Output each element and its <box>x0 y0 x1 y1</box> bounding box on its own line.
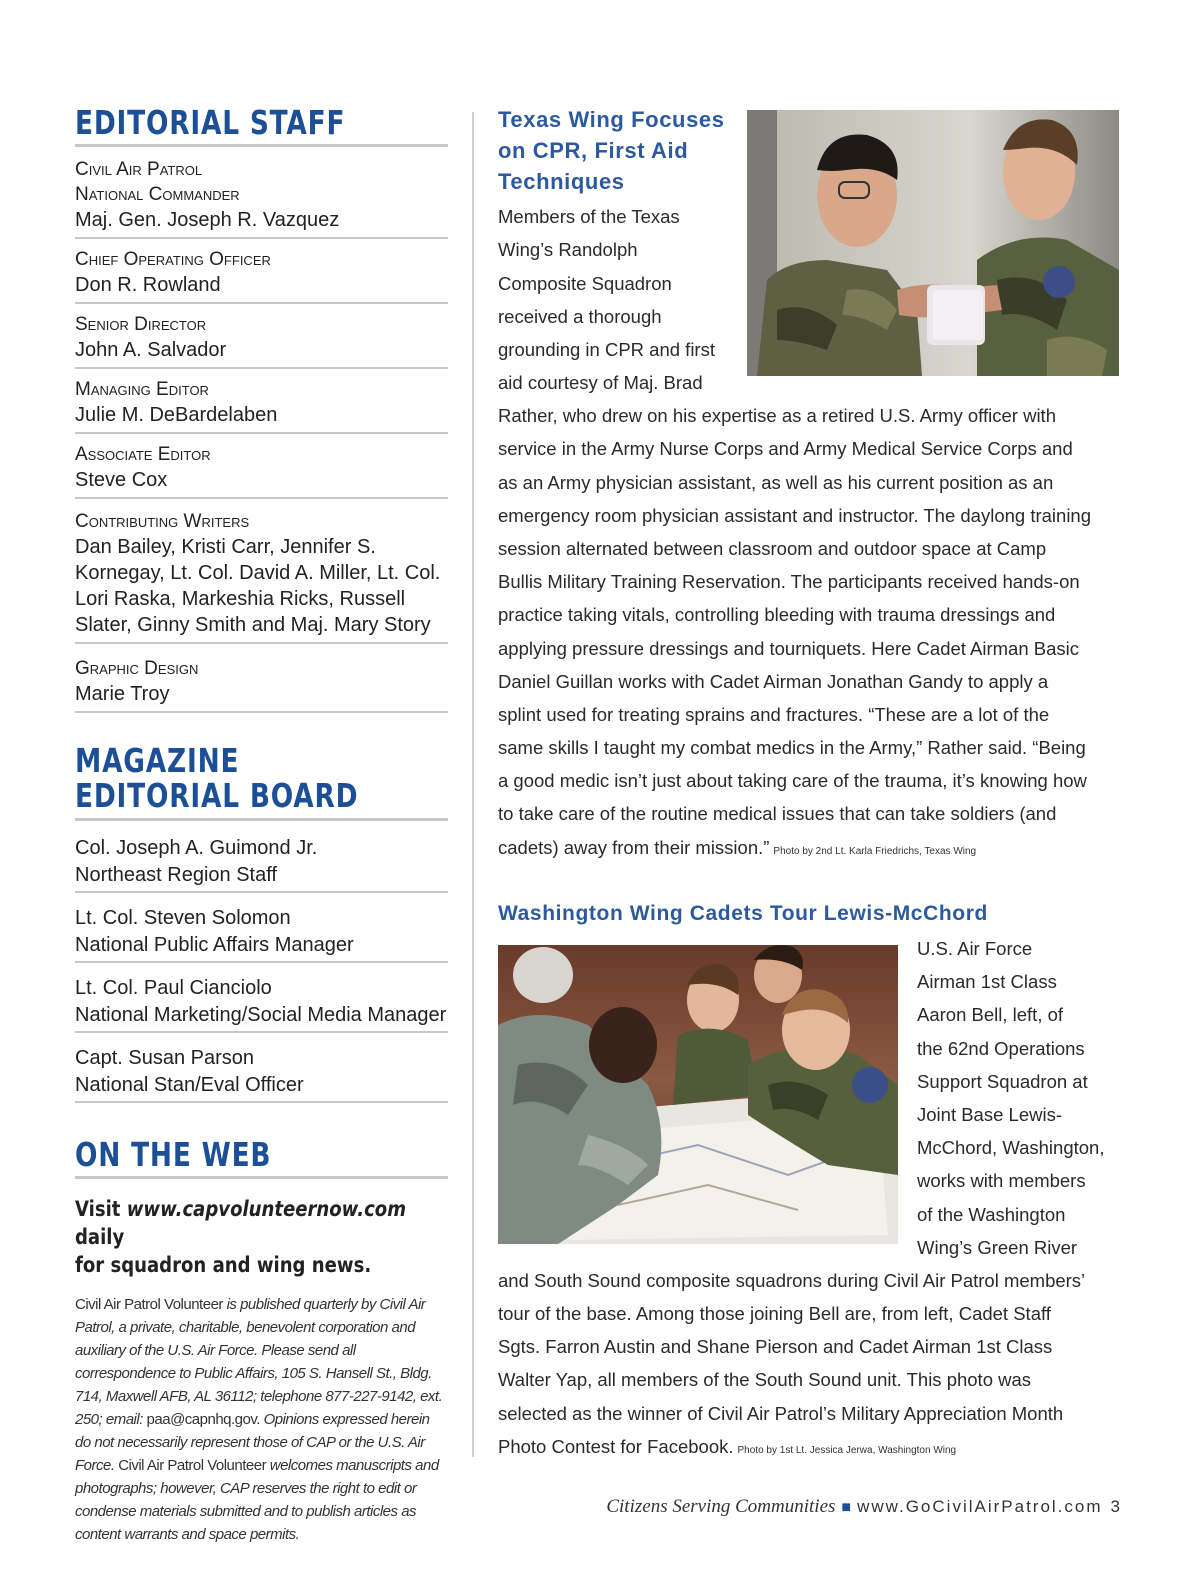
board-member-role: National Stan/Eval Officer <box>75 1074 304 1096</box>
article1-body-line: Rather, who drew on his expertise as a retired U.S. Army officer with <box>498 405 1056 426</box>
board-member-role: Northeast Region Staff <box>75 864 277 886</box>
article1-body-line <box>498 836 976 864</box>
staff-entry <box>75 499 448 644</box>
editorial-board-list <box>75 823 448 1103</box>
article2-body-line: selected as the winner of Civil Air Patrol’s Military Appreciation Month <box>498 1403 1064 1424</box>
article1-title <box>498 104 725 197</box>
footer-slogan: Citizens Serving Communities <box>606 1496 836 1517</box>
article1-body-line: Wing’s Randolph <box>498 239 638 260</box>
article1-body-line: grounding in CPR and first <box>498 339 715 360</box>
staff-name: Steve Cox <box>75 469 168 491</box>
staff-entry <box>75 644 448 713</box>
article2-body-line: of the Washington <box>917 1204 1066 1225</box>
staff-title: Civil Air Patrol <box>75 159 203 180</box>
board-entry <box>75 893 448 963</box>
board-member-name: Capt. Susan Parson <box>75 1047 254 1069</box>
article1-photo-credit: Photo by 2nd Lt. Karla Friedrichs, Texas Wing <box>773 846 977 857</box>
visit-line2: for squadron and wing news. <box>75 1253 372 1277</box>
staff-entry <box>75 239 448 304</box>
board-member-role: National Marketing/Social Media Manager <box>75 1004 447 1026</box>
article1-body-line: splint used for treating sprains and fractures. “These are a lot of the <box>498 704 1050 725</box>
disclaimer-part: Civil Air Patrol Volunteer <box>118 1457 267 1474</box>
article1-body-line: service in the Army Nurse Corps and Army Medical Service Corps and <box>498 438 1073 459</box>
disclaimer-part: welcomes manuscripts and photographs; however, CAP reserves the right to edit or condense materials submitted and to publish articles as content warrants and space permits. <box>75 1457 439 1543</box>
article1-title-line: on CPR, First Aid <box>498 138 689 163</box>
board-entry <box>75 963 448 1033</box>
page-footer <box>0 1496 1120 1518</box>
staff-title: Senior Director <box>75 314 207 335</box>
staff-title: Chief Operating Officer <box>75 249 271 270</box>
heading-rule <box>75 144 448 147</box>
article1-last-line: cadets) away from their mission.” <box>498 837 770 858</box>
board-member-role: National Public Affairs Manager <box>75 934 354 956</box>
article2-body-line: McChord, Washington, <box>917 1137 1105 1158</box>
staff-title: Managing Editor <box>75 379 209 400</box>
article2-body-line: the 62nd Operations <box>917 1038 1085 1059</box>
staff-name: Lori Raska, Markeshia Ricks, Russell <box>75 588 406 610</box>
article1-body-line: received a thorough <box>498 306 662 327</box>
staff-name: John A. Salvador <box>75 339 227 361</box>
article1-title-line: Techniques <box>498 169 625 194</box>
article1-body-line: a good medic isn’t just about taking care of the trauma, it’s knowing how <box>498 770 1087 791</box>
article1-body-line: practice taking vitals, controlling bleeding with trauma dressings and <box>498 604 1056 625</box>
footer-website-link[interactable]: www.GoCivilAirPatrol.com <box>857 1497 1103 1516</box>
article1-body-line: applying pressure dressings and tourniquets. Here Cadet Airman Basic <box>498 638 1080 659</box>
cpr-training-photo-graphic <box>747 110 1119 376</box>
staff-title: Contributing Writers <box>75 511 250 532</box>
board-member-name: Lt. Col. Paul Cianciolo <box>75 977 272 999</box>
article2-body-line <box>498 1435 956 1463</box>
editorial-board-heading: MAGAZINE <box>75 741 240 780</box>
staff-name: Maj. Gen. Joseph R. Vazquez <box>75 209 340 231</box>
staff-name: Marie Troy <box>75 683 170 705</box>
board-entry <box>75 1033 448 1103</box>
editorial-staff-heading: EDITORIAL STAFF <box>75 103 346 142</box>
staff-entry <box>75 149 448 239</box>
article2-body-line: and South Sound composite squadrons during Civil Air Patrol members’ <box>498 1270 1086 1291</box>
article2-body-line: works with members <box>917 1170 1086 1191</box>
article1-body-line: same skills I taught my combat medics in the Army,” Rather said. “Being <box>498 737 1086 758</box>
staff-entry <box>75 369 448 434</box>
disclaimer-part: Civil Air Patrol Volunteer <box>75 1296 223 1313</box>
page-number: 3 <box>1110 1497 1120 1516</box>
base-tour-photo <box>498 945 898 1244</box>
editorial-board-heading: EDITORIAL BOARD <box>75 776 359 815</box>
article2-body-line: Walter Yap, all members of the South Sound unit. This photo was <box>498 1369 1032 1390</box>
left-column <box>75 105 448 1546</box>
editorial-staff-list <box>75 149 448 713</box>
staff-entry <box>75 304 448 369</box>
on-the-web-heading: ON THE WEB <box>75 1135 272 1174</box>
base-tour-photo-graphic <box>498 945 898 1244</box>
disclaimer-part: Opinions expressed herein do not necessarily represent those of CAP or the U.S. Air Force. <box>75 1411 430 1474</box>
article1-body-line: aid courtesy of Maj. Brad <box>498 372 703 393</box>
staff-entry <box>75 434 448 499</box>
article2-title: Washington Wing Cadets Tour Lewis-McChord <box>498 902 988 925</box>
article1-body-line: as an Army physician assistant, as well as his current position as an <box>498 472 1054 493</box>
staff-name: Don R. Rowland <box>75 274 221 296</box>
staff-title: National Commander <box>75 184 240 205</box>
staff-title: Graphic Design <box>75 658 199 679</box>
article1-body-line: to take care of the routine medical issues that can take soldiers (and <box>498 803 1057 824</box>
board-entry <box>75 823 448 893</box>
web-visit-text <box>75 1195 445 1279</box>
article2-body-line: tour of the base. Among those joining Bell are, from left, Cadet Staff <box>498 1303 1051 1324</box>
article1-body-line: Composite Squadron <box>498 273 672 294</box>
article2-body-line: U.S. Air Force <box>917 938 1033 959</box>
article1-body-line: Members of the Texas <box>498 206 680 227</box>
article2-body-line: Support Squadron at <box>917 1071 1088 1092</box>
article2-body-line: Aaron Bell, left, of <box>917 1004 1064 1025</box>
staff-name: Dan Bailey, Kristi Carr, Jennifer S. <box>75 536 376 558</box>
article2-body-line: Sgts. Farron Austin and Shane Pierson and Cadet Airman 1st Class <box>498 1336 1053 1357</box>
article1-title-line: Texas Wing Focuses <box>498 107 725 132</box>
article1-body-line: session alternated between classroom and outdoor space at Camp <box>498 538 1047 559</box>
staff-title: Associate Editor <box>75 444 211 465</box>
disclaimer-email: paa@capnhq.gov. <box>146 1411 260 1428</box>
cpr-training-photo <box>747 110 1119 376</box>
board-member-name: Lt. Col. Steven Solomon <box>75 907 291 929</box>
article2-last-line: Photo Contest for Facebook. <box>498 1436 734 1457</box>
article2-photo-credit: Photo by 1st Lt. Jessica Jerwa, Washington Wing <box>737 1445 957 1456</box>
article2-body-line: Airman 1st Class <box>917 971 1057 992</box>
article2-body-line: Wing’s Green River <box>917 1237 1078 1258</box>
heading-rule <box>75 1176 448 1179</box>
visit-suffix: daily <box>75 1225 125 1249</box>
column-divider <box>472 112 474 1457</box>
article1-body-line: Bullis Military Training Reservation. The participants received hands-on <box>498 571 1080 592</box>
heading-rule <box>75 818 448 821</box>
staff-name: Slater, Ginny Smith and Maj. Mary Story <box>75 614 431 636</box>
visit-url-link[interactable]: www.capvolunteernow.com <box>126 1197 407 1221</box>
board-member-name: Col. Joseph A. Guimond Jr. <box>75 837 318 859</box>
disclaimer-part: is published quarterly by Civil Air Patrol, a private, charitable, benevolent corporation and auxiliary of the U.S. Air Force. Please send all correspondence to Public Affairs, 105 S. Hansell St., Bldg. 714, Maxwell AFB, AL 36112; telephone 877-227-9142, ext. 250; email: <box>75 1296 443 1428</box>
article1-body-line: Daniel Guillan works with Cadet Airman Jonathan Gandy to apply a <box>498 671 1049 692</box>
article1-body-line: emergency room physician assistant and instructor. The daylong training <box>498 505 1092 526</box>
visit-prefix: Visit <box>75 1197 127 1221</box>
footer-bullet-icon: ■ <box>841 1499 852 1516</box>
staff-name: Kornegay, Lt. Col. David A. Miller, Lt. Col. <box>75 562 441 584</box>
staff-name: Julie M. DeBardelaben <box>75 404 278 426</box>
article2-body-line: Joint Base Lewis- <box>917 1104 1062 1125</box>
